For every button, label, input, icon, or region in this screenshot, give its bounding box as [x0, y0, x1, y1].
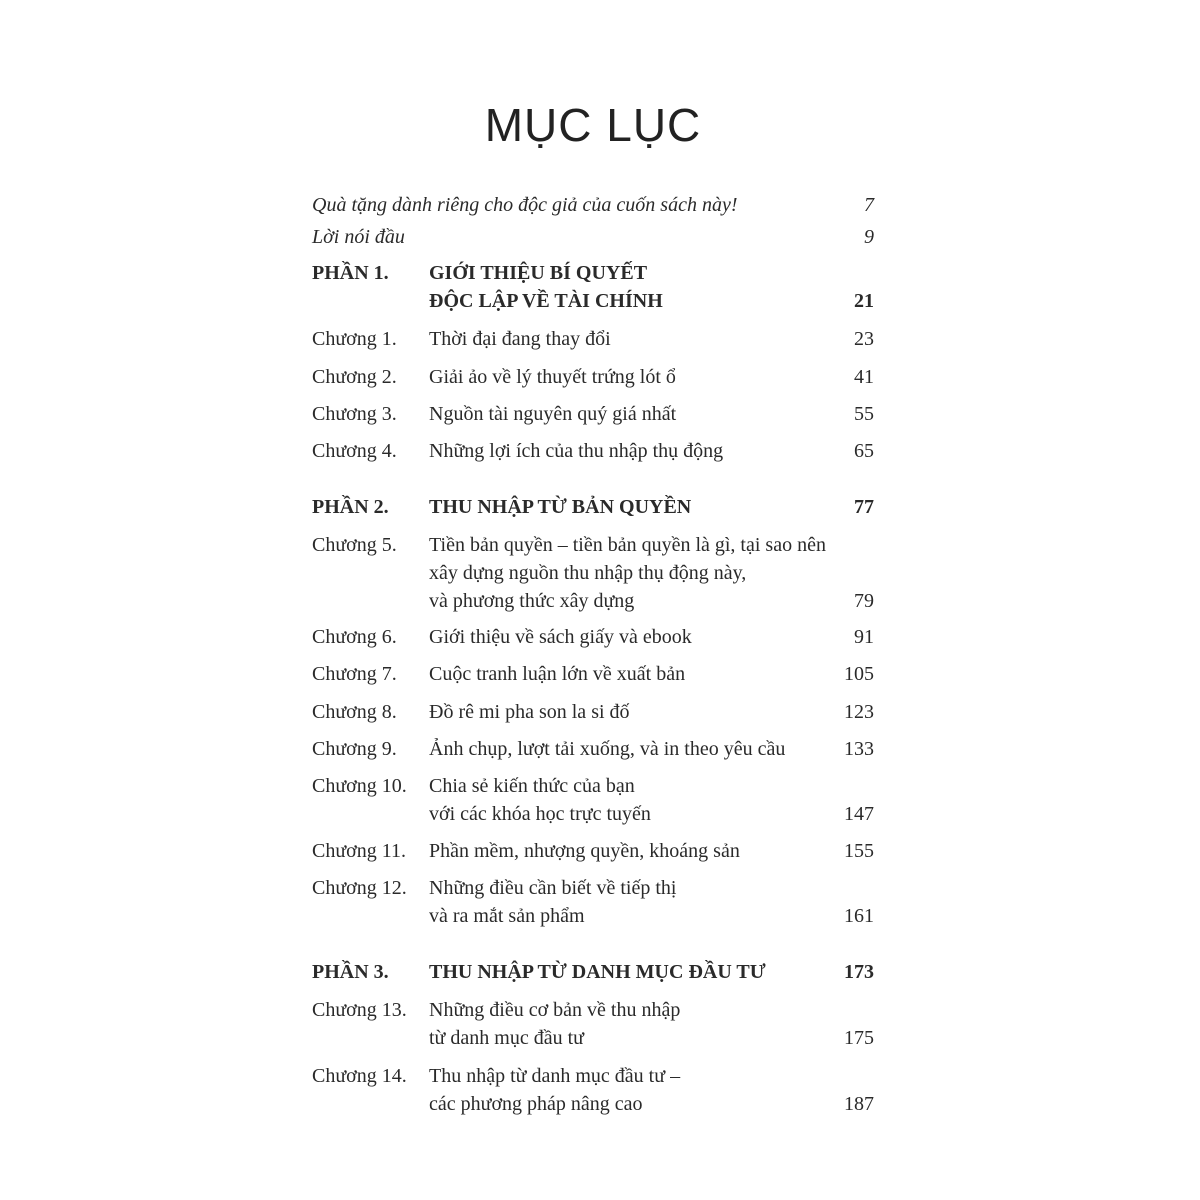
- toc-chapter: [312, 659, 874, 689]
- toc-chapter: [312, 836, 874, 866]
- toc-part-heading: [312, 492, 874, 522]
- chapter-title: Giới thiệu về sách giấy và ebook: [429, 626, 692, 648]
- toc-part-heading: [312, 258, 874, 288]
- chapter-title: Chia sẻ kiến thức của bạn: [429, 775, 635, 797]
- page-number: 133: [844, 738, 874, 760]
- toc-chapter-continued: [312, 558, 874, 588]
- page-title: MỤC LỤC: [484, 99, 702, 151]
- chapter-title: Giải ảo về lý thuyết trứng lót ổ: [429, 366, 676, 388]
- toc-chapter: [312, 873, 874, 903]
- chapter-title: Những điều cơ bản về thu nhập: [429, 999, 681, 1021]
- toc-chapter-continued: [312, 799, 874, 829]
- chapter-label: Chương 12.: [312, 877, 407, 899]
- toc-part-heading: [312, 286, 874, 316]
- chapter-title: Thu nhập từ danh mục đầu tư –: [429, 1065, 681, 1087]
- chapter-label: Chương 7.: [312, 663, 397, 685]
- chapter-label: Chương 5.: [312, 534, 397, 556]
- toc-part-heading: [312, 957, 874, 987]
- chapter-label: Chương 6.: [312, 626, 397, 648]
- chapter-label: Chương 3.: [312, 403, 397, 425]
- page-number: 161: [844, 905, 874, 927]
- toc-chapter: [312, 399, 874, 429]
- part-title: THU NHẬP TỪ DANH MỤC ĐẦU TƯ: [429, 961, 766, 983]
- toc-chapter: [312, 622, 874, 652]
- page-number: 91: [854, 626, 874, 648]
- chapter-label: Chương 13.: [312, 999, 407, 1021]
- page-number: 187: [844, 1093, 874, 1115]
- table-of-contents: [312, 0, 874, 1200]
- page-number: 23: [854, 328, 874, 350]
- toc-chapter-continued: [312, 1023, 874, 1053]
- page-number: 123: [844, 701, 874, 723]
- chapter-title: các phương pháp nâng cao: [429, 1093, 643, 1115]
- toc-chapter: [312, 324, 874, 354]
- chapter-title: với các khóa học trực tuyến: [429, 803, 651, 825]
- page-number: 173: [844, 961, 874, 983]
- part-label: PHẦN 2.: [312, 496, 389, 518]
- front-entry-title: Quà tặng dành riêng cho độc giả của cuốn sách này!: [312, 194, 738, 216]
- chapter-title: Đồ rê mi pha son la si đố: [429, 701, 630, 723]
- chapter-title: từ danh mục đầu tư: [429, 1027, 584, 1049]
- toc-chapter: [312, 530, 874, 560]
- toc-chapter: [312, 1061, 874, 1091]
- page-number: 21: [854, 290, 874, 312]
- chapter-label: Chương 4.: [312, 440, 397, 462]
- chapter-title: Tiền bản quyền – tiền bản quyền là gì, tại sao nên: [429, 534, 826, 556]
- toc-chapter-continued: [312, 586, 874, 616]
- front-entry-title: Lời nói đầu: [312, 226, 405, 248]
- chapter-label: Chương 10.: [312, 775, 407, 797]
- page-number: 7: [864, 194, 874, 216]
- chapter-title: Nguồn tài nguyên quý giá nhất: [429, 403, 677, 425]
- chapter-title: Cuộc tranh luận lớn về xuất bản: [429, 663, 686, 685]
- page-number: 9: [864, 226, 874, 248]
- chapter-label: Chương 8.: [312, 701, 397, 723]
- page-number: 147: [844, 803, 874, 825]
- chapter-label: Chương 1.: [312, 328, 397, 350]
- toc-front-entry: [312, 190, 874, 220]
- toc-chapter: [312, 362, 874, 392]
- toc-chapter: [312, 697, 874, 727]
- toc-chapter: [312, 436, 874, 466]
- part-label: PHẦN 1.: [312, 262, 389, 284]
- page-number: 65: [854, 440, 874, 462]
- toc-chapter-continued: [312, 1089, 874, 1119]
- page-number: 77: [854, 496, 874, 518]
- part-title: GIỚI THIỆU BÍ QUYẾT: [429, 262, 648, 284]
- chapter-label: Chương 2.: [312, 366, 397, 388]
- page-number: 41: [854, 366, 874, 388]
- page-number: 155: [844, 840, 874, 862]
- chapter-title: Ảnh chụp, lượt tải xuống, và in theo yêu cầu: [429, 738, 786, 760]
- part-title: THU NHẬP TỪ BẢN QUYỀN: [429, 496, 692, 518]
- chapter-title: và ra mắt sản phẩm: [429, 905, 585, 927]
- chapter-title: và phương thức xây dựng: [429, 590, 635, 612]
- toc-chapter: [312, 734, 874, 764]
- chapter-label: Chương 14.: [312, 1065, 407, 1087]
- chapter-title: Những điều cần biết về tiếp thị: [429, 877, 677, 899]
- part-label: PHẦN 3.: [312, 961, 389, 983]
- page-number: 175: [844, 1027, 874, 1049]
- part-title: ĐỘC LẬP VỀ TÀI CHÍNH: [429, 290, 663, 312]
- chapter-label: Chương 11.: [312, 840, 407, 862]
- page-number: 79: [854, 590, 874, 612]
- toc-chapter-continued: [312, 901, 874, 931]
- toc-chapter: [312, 771, 874, 801]
- chapter-label: Chương 9.: [312, 738, 397, 760]
- chapter-title: Thời đại đang thay đổi: [429, 328, 611, 350]
- toc-front-entry: [312, 222, 874, 252]
- page-number: 105: [844, 663, 874, 685]
- chapter-title: Những lợi ích của thu nhập thụ động: [429, 440, 724, 462]
- toc-chapter: [312, 995, 874, 1025]
- page-number: 55: [854, 403, 874, 425]
- chapter-title: xây dựng nguồn thu nhập thụ động này,: [429, 562, 747, 584]
- chapter-title: Phần mềm, nhượng quyền, khoáng sản: [429, 840, 740, 862]
